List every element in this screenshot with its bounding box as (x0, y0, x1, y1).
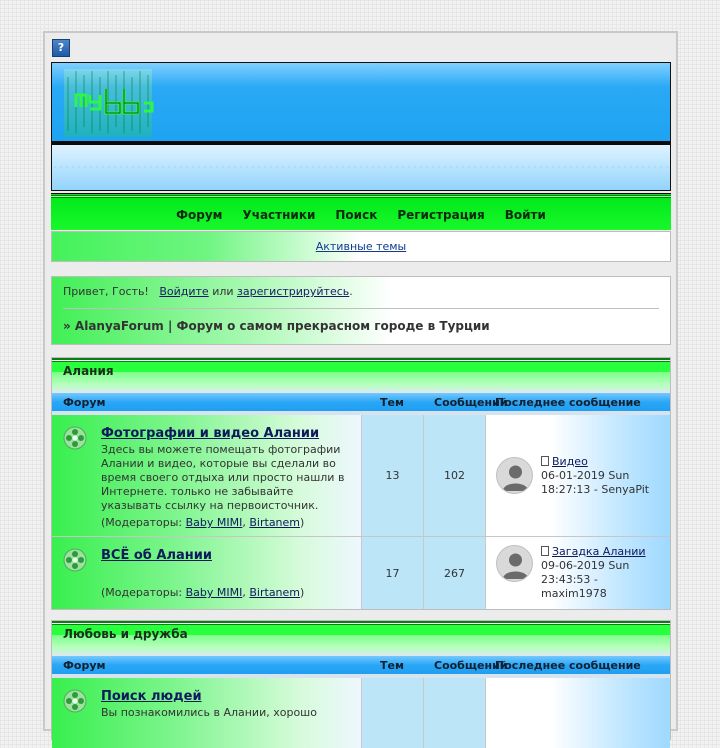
forum-row (52, 678, 670, 748)
moderator-link[interactable]: Baby MIMI (185, 586, 243, 599)
topic-count: 13 (361, 415, 423, 536)
forum-title-link[interactable]: Поиск людей (101, 689, 202, 704)
user-avatar-icon[interactable] (496, 457, 533, 494)
nav-register[interactable]: Регистрация (397, 208, 485, 222)
last-post-meta: 09-06-2019 Sun 23:43:53 - maxim1978 (541, 559, 630, 600)
forum-info (52, 678, 361, 748)
forum-status-icon (63, 689, 87, 713)
category-divider (52, 385, 670, 393)
post-count: 267 (423, 537, 485, 609)
topic-count: 17 (361, 537, 423, 609)
col-forum: Форум (63, 659, 106, 672)
last-post-meta: 06-01-2019 Sun 18:27:13 - SenyaPit (541, 468, 650, 496)
forum-description: Вы познакомились в Алании, хорошо (101, 706, 317, 719)
nav-search[interactable]: Поиск (335, 208, 378, 222)
category-title[interactable]: Любовь и дружба (52, 621, 670, 648)
greeting-or: или (212, 285, 234, 298)
col-topics: Тем (380, 396, 404, 409)
moderator-link[interactable]: Baby MIMI (185, 516, 243, 529)
forum-row (52, 415, 670, 537)
moderators-label: (Модераторы: (101, 586, 183, 599)
forum-moderators (101, 516, 351, 529)
last-post-link[interactable]: Видео (552, 454, 588, 468)
col-forum: Форум (63, 396, 106, 409)
category-title[interactable]: Алания (52, 358, 670, 385)
post-count (423, 678, 485, 748)
forum-title-link[interactable]: Фотографии и видео Алании (101, 426, 320, 441)
login-link[interactable]: Войдите (159, 285, 209, 298)
site-header (51, 62, 671, 191)
category-block (51, 620, 671, 740)
forum-description: Здесь вы можете помещать фотографии Алании и видео, которые вы сделали во время своего отдыха или просто нашли в Интернете. только не забывайте указывать ссылку на первоисточник. (101, 443, 345, 512)
forum-title-link[interactable]: ВСЁ об Алании (101, 548, 212, 563)
document-icon (541, 546, 549, 556)
moderator-link[interactable]: Birtanem (249, 516, 301, 529)
greeting-box (51, 276, 671, 345)
last-post (485, 415, 670, 536)
forum-info (52, 415, 361, 536)
col-posts: Сообщений (434, 659, 508, 672)
forum-status-icon (63, 426, 87, 450)
forum-info (52, 537, 361, 609)
column-header (52, 393, 670, 411)
moderator-separator: , (242, 516, 246, 529)
moderator-link[interactable]: Birtanem (249, 586, 301, 599)
user-avatar-icon[interactable] (496, 545, 533, 582)
forum-status-icon (63, 548, 87, 572)
site-logo[interactable] (62, 67, 154, 139)
page-wrapper (43, 31, 678, 731)
header-dots (52, 165, 670, 169)
moderators-close: ) (300, 586, 305, 599)
last-post (485, 678, 670, 748)
nav-login[interactable]: Войти (504, 208, 546, 222)
active-topics-bar (51, 231, 671, 262)
nav-forum[interactable]: Форум (176, 208, 223, 222)
nav-members[interactable]: Участники (242, 208, 316, 222)
last-post-link[interactable]: Загадка Алании (552, 545, 646, 558)
document-icon (541, 456, 549, 466)
greeting-text: Привет, Гость! (63, 285, 149, 298)
topic-count (361, 678, 423, 748)
last-post-text (541, 545, 660, 601)
breadcrumb[interactable]: » AlanyaForum | Форум о самом прекрасном городе в Турции (63, 319, 490, 333)
forum-description (101, 565, 351, 583)
forum-row (52, 537, 670, 609)
forum-moderators (101, 586, 351, 599)
col-topics: Тем (380, 659, 404, 672)
greeting-divider (63, 308, 659, 309)
column-header (52, 656, 670, 674)
last-post-text (541, 455, 660, 497)
last-post (485, 537, 670, 609)
moderator-separator: , (242, 586, 246, 599)
moderators-label: (Модераторы: (101, 516, 183, 529)
help-icon[interactable]: ? (52, 39, 70, 57)
col-last-post: Последнее сообщение (495, 396, 641, 409)
active-topics-link[interactable]: Активные темы (315, 240, 407, 253)
moderators-close: ) (300, 516, 305, 529)
col-posts: Сообщений (434, 396, 508, 409)
register-link[interactable]: зарегистрируйтесь (237, 285, 350, 298)
greeting-line (63, 285, 659, 302)
category-block (51, 357, 671, 610)
category-divider (52, 648, 670, 656)
post-count: 102 (423, 415, 485, 536)
greeting-period: . (349, 285, 353, 298)
main-navbar (51, 193, 671, 230)
col-last-post: Последнее сообщение (495, 659, 641, 672)
